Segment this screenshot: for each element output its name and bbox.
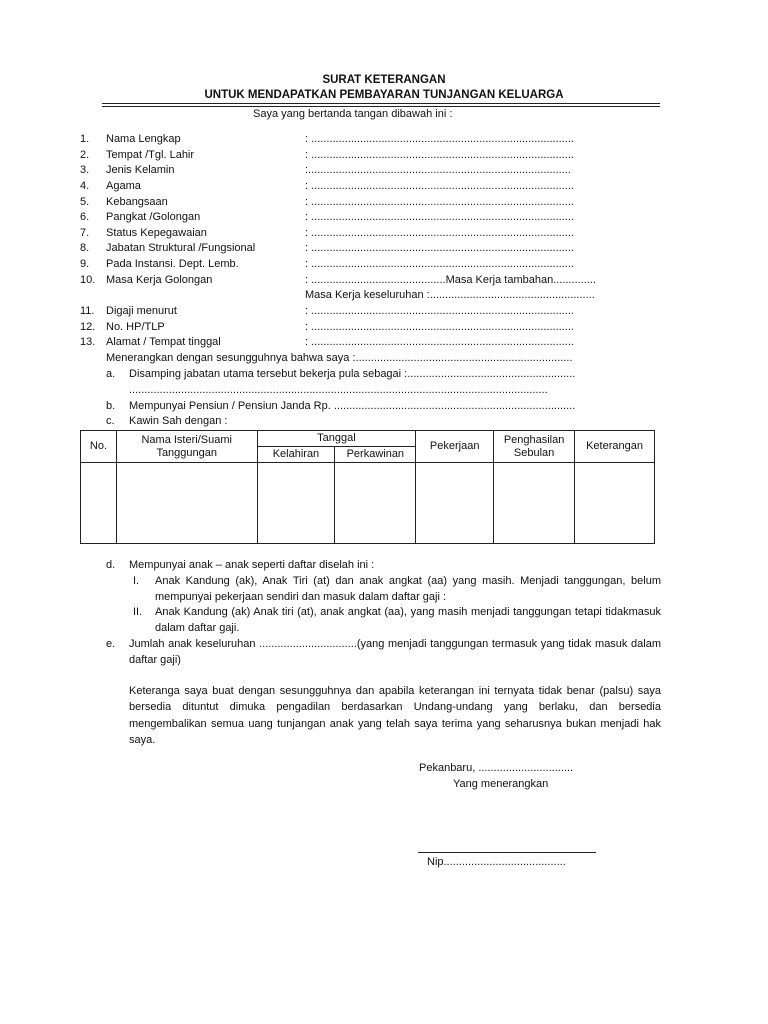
field-number: 6.	[80, 211, 90, 223]
field-number: 1.	[80, 133, 90, 145]
statement-c-letter: c.	[106, 415, 115, 427]
field-label-kebangsaan: Kebangsaan	[106, 196, 168, 208]
document-title: SURAT KETERANGAN	[322, 74, 446, 86]
field-number: 5.	[80, 196, 90, 208]
closing-paragraph: Keteranga saya buat dengan sesungguhnya dan apabila keterangan ini ternyata tidak benar (palsu) saya bersedia dituntut dimuka pengadilan berdasarkan Undang-undang yang berlaku, dan bersedia mengembalikan semua uang tunjangan anak yang telah saya terima yang seharusnya bukan menjadi hak saya.	[129, 685, 661, 747]
children-e-letter: e.	[106, 638, 116, 650]
document-subtitle: UNTUK MENDAPATKAN PEMBAYARAN TUNJANGAN KELUARGA	[204, 89, 564, 101]
field-value-nama[interactable]: : ......................................................................................	[305, 133, 574, 145]
table-cell[interactable]	[257, 463, 335, 544]
statement-a-text[interactable]: Disamping jabatan utama tersebut bekerja pula sebagai :.......................................................	[129, 368, 576, 380]
statement-a-letter: a.	[106, 368, 116, 380]
field-label-pangkat: Pangkat /Golongan	[106, 211, 201, 223]
field-number: 7.	[80, 227, 90, 239]
table-row	[81, 463, 655, 544]
field-label-nama: Nama Lengkap	[106, 133, 181, 145]
field-label-jenis-kelamin: Jenis Kelamin	[106, 164, 175, 176]
field-value-jenis-kelamin[interactable]: :......................................................................................	[305, 164, 571, 176]
field-label-tempat-lahir: Tempat /Tgl. Lahir	[106, 149, 195, 161]
statement-b-text[interactable]: Mempunyai Pensiun / Pensiun Janda Rp. ...............................................................................	[129, 400, 576, 412]
field-value-digaji[interactable]: : ......................................................................................	[305, 305, 574, 317]
table-cell[interactable]	[416, 463, 494, 544]
statement-a-continuation[interactable]: .........................................................................................................................................	[129, 384, 548, 396]
children-i-text: Anak Kandung (ak), Anak Tiri (at) dan anak angkat (aa) yang masih. Menjadi tanggungan, belum mempunyai pekerjaan sendiri dan masuk dalam daftar gaji :	[155, 575, 661, 604]
field-label-alamat: Alamat / Tempat tinggal	[106, 336, 221, 348]
children-e-text[interactable]: Jumlah anak keseluruhan ................................(yang menjadi tanggungan termasuk yang tidak masuk dalam daftar gaji)	[129, 638, 661, 667]
field-value-masa-kerja-keseluruhan[interactable]: Masa Kerja keseluruhan :......................................................	[305, 289, 595, 301]
col-header-tanggal: Tanggal	[257, 431, 416, 447]
table-cell[interactable]	[116, 463, 257, 544]
field-number: 2.	[80, 149, 90, 161]
col-header-no: No.	[81, 431, 117, 463]
field-number: 3.	[80, 164, 90, 176]
signature-nip[interactable]: Nip........................................	[427, 856, 566, 868]
field-number: 11.	[80, 305, 95, 317]
statement-c-text: Kawin Sah dengan :	[129, 415, 228, 427]
table-cell[interactable]	[575, 463, 655, 544]
field-label-status: Status Kepegawaian	[106, 227, 207, 239]
children-i-num: I.	[133, 575, 140, 587]
field-value-hp[interactable]: : ......................................................................................	[305, 321, 574, 333]
col-header-nama: Nama Isteri/Suami Tanggungan	[116, 431, 257, 463]
statement-b-letter: b.	[106, 400, 116, 412]
table-cell[interactable]	[335, 463, 416, 544]
field-value-jabatan[interactable]: : ......................................................................................	[305, 242, 574, 254]
field-number: 10.	[80, 274, 96, 286]
col-header-penghasilan: Penghasilan Sebulan	[494, 431, 575, 463]
field-value-instansi[interactable]: : ......................................................................................	[305, 258, 574, 270]
field-number: 8.	[80, 242, 90, 254]
field-label-digaji: Digaji menurut	[106, 305, 177, 317]
header-rule-top	[102, 103, 660, 104]
field-label-hp: No. HP/TLP	[106, 321, 165, 333]
field-value-kebangsaan[interactable]: : ......................................................................................	[305, 196, 574, 208]
field-value-alamat[interactable]: : ......................................................................................	[305, 336, 574, 348]
table-cell[interactable]	[494, 463, 575, 544]
signature-line	[418, 852, 596, 853]
col-header-kelahiran: Kelahiran	[257, 447, 335, 463]
field-label-instansi: Pada Instansi. Dept. Lemb.	[106, 258, 239, 270]
col-header-pekerjaan: Pekerjaan	[416, 431, 494, 463]
field-number: 12.	[80, 321, 96, 333]
statement-main: Menerangkan dengan sesungguhnya bahwa saya :.......................................................................	[106, 352, 573, 364]
field-value-status[interactable]: : ......................................................................................	[305, 227, 574, 239]
field-number: 9.	[80, 258, 90, 270]
field-value-pangkat[interactable]: : ......................................................................................	[305, 211, 574, 223]
children-ii-text: Anak Kandung (ak) Anak tiri (at), anak angkat (aa), yang masih menjadi tanggungan tetapi tidakmasuk dalam daftar gaji.	[155, 606, 661, 635]
children-d-letter: d.	[106, 559, 116, 571]
field-value-masa-kerja[interactable]: : ............................................Masa Kerja tambahan..............	[305, 274, 596, 286]
col-header-perkawinan: Perkawinan	[335, 447, 416, 463]
children-d-text: Mempunyai anak – anak seperti daftar disela​h ini :	[129, 559, 375, 571]
spouse-table	[80, 430, 655, 544]
field-value-tempat-lahir[interactable]: : ......................................................................................	[305, 149, 574, 161]
table-cell[interactable]	[81, 463, 117, 544]
children-ii-num: II.	[133, 606, 143, 618]
field-label-jabatan: Jabatan Struktural /Fungsional	[106, 242, 256, 254]
field-number: 4.	[80, 180, 90, 192]
header-rule-bottom	[102, 106, 660, 107]
field-value-agama[interactable]: : ......................................................................................	[305, 180, 574, 192]
intro-text: Saya yang bertanda tangan dibawah ini :	[253, 108, 453, 120]
col-header-keterangan: Keterangan	[575, 431, 655, 463]
field-label-masa-kerja: Masa Kerja Golongan	[106, 274, 213, 286]
field-number: 13.	[80, 336, 96, 348]
field-label-agama: Agama	[106, 180, 141, 192]
signature-place-date[interactable]: Pekanbaru, ...............................	[419, 762, 574, 774]
signature-role: Yang menerangkan	[453, 778, 549, 790]
